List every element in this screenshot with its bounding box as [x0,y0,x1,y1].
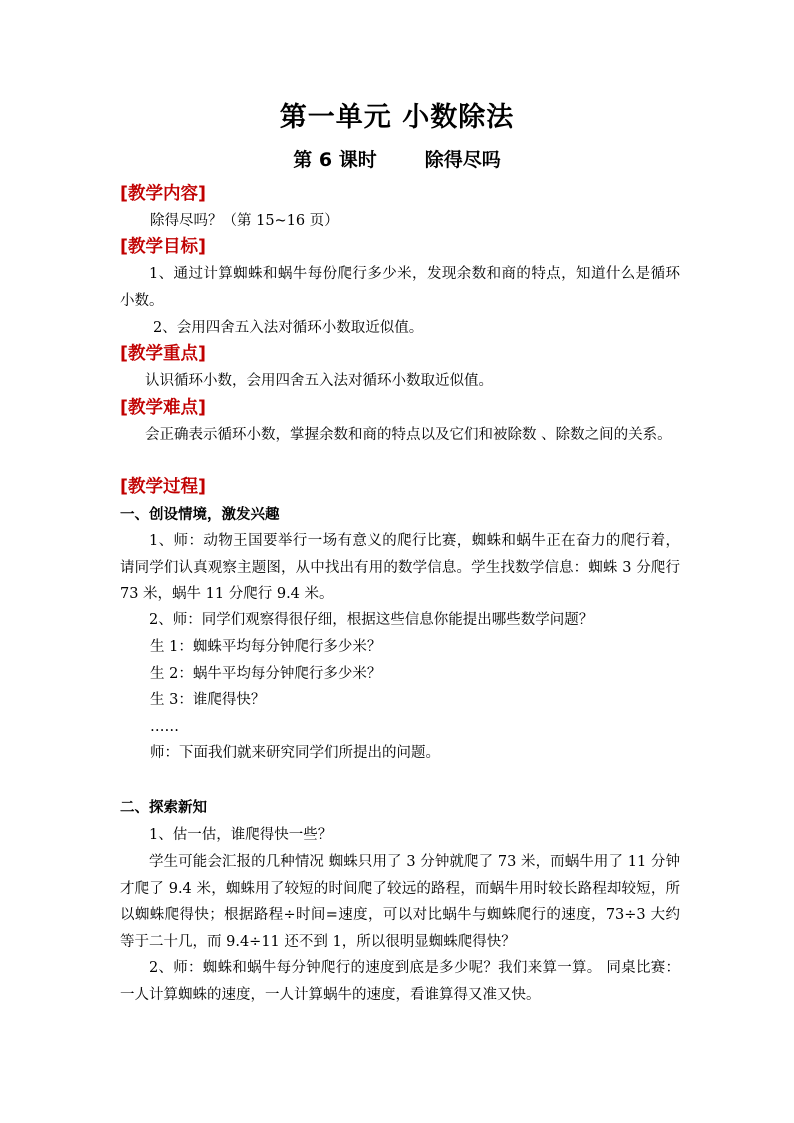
part2-paragraph-2: 学生可能会汇报的几种情况 蜘蛛只用了 3 分钟就爬了 73 米，而蜗牛用了 11 分钟才爬了 9.4 米，蜘蛛用了较短的时间爬了较远的路程，而蜗牛用时较长路程却较短，所以蜘蛛爬得快；根据路程÷时间=速度，可以对比蜗牛与蜘蛛爬行的速度，73÷3 大约等于二十几，而 9.4÷11 还不到 1，所以很明显蜘蛛爬得快？ [120,854,680,950]
difficulties-text: 会正确表示循环小数，掌握余数和商的特点以及它们和被除数 、除数之间的关系。 [145,427,672,443]
part1-paragraph-2: 2、师：同学们观察得很仔细，根据这些信息你能提出哪些数学问题？ [149,612,594,628]
part1-title: 一、创设情境，激发兴趣 [120,507,280,523]
ellipsis: …… [150,719,179,735]
key-points-text: 认识循环小数，会用四舍五入法对循环小数取近似值。 [145,373,493,389]
lesson-number: 第 6 课时 [293,149,377,171]
goal-item-1: 1、通过计算蜘蛛和蜗牛每份爬行多少米，发现余数和商的特点，知道什么是循环小数。 [120,266,680,309]
goals-heading: [教学目标] [120,237,206,257]
key-points-heading: [教学重点] [120,344,206,364]
part1-paragraph-1: 1、师：动物王国要举行一场有意义的爬行比赛，蜘蛛和蜗牛正在奋力的爬行着，请同学们认真观察主题图，从中找出有用的数学信息。学生找数学信息：蜘蛛 3 分爬行 73 米，蜗牛 11 分爬行 9.4 米。 [120,533,680,602]
part2-paragraph-1: 1、估一估，谁爬得快一些？ [149,827,333,843]
teacher-statement: 师：下面我们就来研究同学们所提出的问题。 [150,745,440,761]
part2-paragraph-3: 2、师：蜘蛛和蜗牛每分钟爬行的速度到底是多少呢？我们来算一算。 同桌比赛：一人计算蜘蛛的速度，一人计算蜗牛的速度，看谁算得又准又快。 [120,960,680,1003]
student-answer-1: 生 1：蜘蛛平均每分钟爬行多少米？ [150,639,382,655]
content-heading: [教学内容] [120,184,206,204]
lesson-subtitle [0,146,794,174]
content-text: 除得尽吗？（第 15~16 页） [150,213,339,229]
student-answer-2: 生 2：蜗牛平均每分钟爬行多少米？ [150,666,382,682]
difficulties-heading: [教学难点] [120,398,206,418]
goal-item-2: 2、会用四舍五入法对循环小数取近似值。 [153,320,424,336]
process-heading: [教学过程] [120,477,206,497]
unit-title: 第一单元 小数除法 [279,102,515,133]
part2-title: 二、探索新知 [120,800,207,816]
student-answer-3: 生 3：谁爬得快？ [150,692,266,708]
lesson-topic: 除得尽吗 [424,149,501,171]
